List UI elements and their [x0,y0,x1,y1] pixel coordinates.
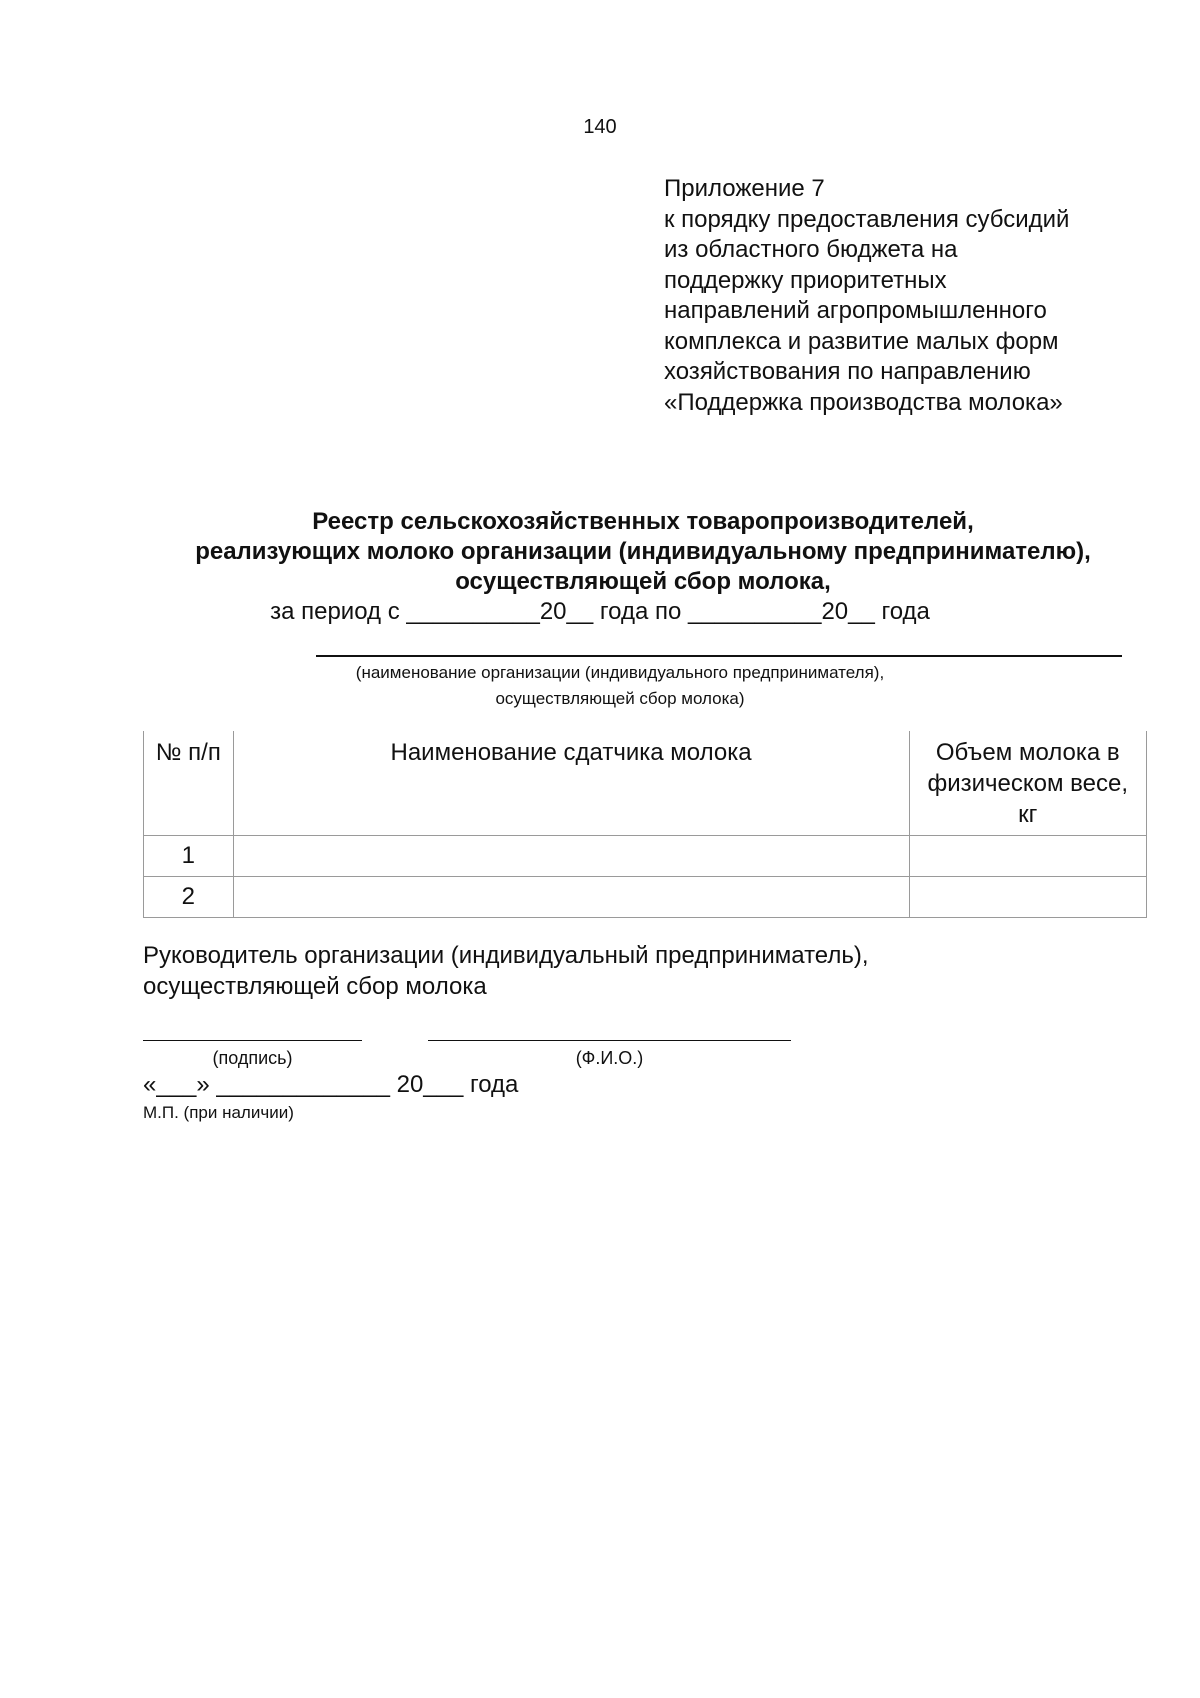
signer-line: осуществляющей сбор молока [143,973,487,1000]
row-number: 2 [144,877,234,918]
row-milk-volume [909,836,1146,877]
row-number: 1 [144,836,234,877]
full-name-line [428,1040,791,1041]
appendix-line: направлений агропромышленного [664,297,1047,324]
header-number: № п/п [144,731,234,836]
organization-name-line [316,655,1122,657]
appendix-line: поддержку приоритетных [664,266,947,294]
table-row [144,836,1147,877]
row-milk-volume [909,877,1146,918]
appendix-line: комплекса и развитие малых форм [664,327,1059,355]
appendix-line: Приложение 7 [664,175,825,202]
appendix-line: из областного бюджета на [664,236,958,263]
header-milk-volume: Объем молока в физическом весе, кг [909,731,1146,836]
organization-caption-line: (наименование организации (индивидуального предпринимателя), [355,663,885,682]
period-line: за период с __________20__ года по __________20__ года [270,598,930,625]
stamp-note: М.П. (при наличии) [143,1103,294,1122]
table-header-row [144,731,1147,836]
header-supplier-name: Наименование сдатчика молока [233,731,909,836]
row-supplier-name [233,877,909,918]
title-line: Реестр сельскохозяйственных товаропроизводителей, [312,508,974,535]
table-row [144,877,1147,918]
organization-caption [200,660,1040,712]
signer-line: Руководитель организации (индивидуальный предприниматель), [143,942,869,969]
document-title [60,507,1200,597]
page-number: 140 [583,116,617,138]
appendix-line: к порядку предоставления субсидий [664,205,1070,233]
signature-line [143,1040,362,1041]
signer-title [143,940,869,1002]
appendix-line: «Поддержка производства молока» [664,388,1063,416]
appendix-header [664,174,1069,418]
register-table [143,731,1147,918]
date-line: «___» _____________ 20___ года [143,1071,519,1098]
full-name-caption: (Ф.И.О.) [575,1048,644,1068]
appendix-line: хозяйствования по направлению [664,358,1031,385]
title-line: осуществляющей сбор молока, [455,568,831,595]
title-line: реализующих молоко организации (индивидуальному предпринимателю), [195,538,1091,565]
organization-caption-line: осуществляющей сбор молока) [495,689,745,708]
signature-caption: (подпись) [212,1048,293,1068]
row-supplier-name [233,836,909,877]
